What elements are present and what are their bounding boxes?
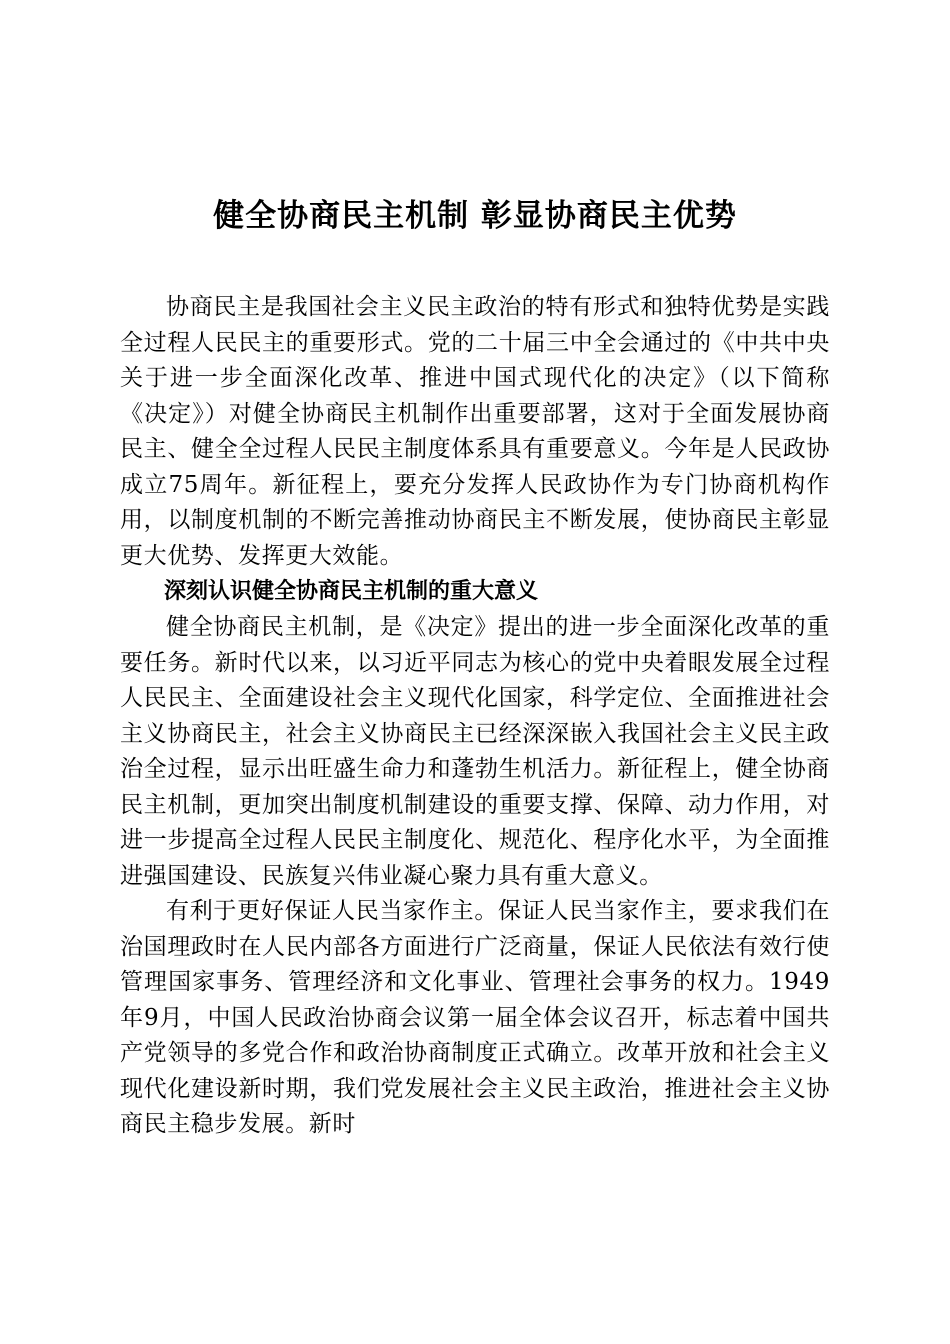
- intro-paragraph: 协商民主是我国社会主义民主政治的特有形式和独特优势是实践全过程人民民主的重要形式。党的二十届三中全会通过的《中共中央关于进一步全面深化改革、推进中国式现代化的决定》（以下简称《决定》）对健全协商民主机制作出重要部署，这对于全面发展协商民主、健全全过程人民民主制度体系具有重要意义。今年是人民政协成立75周年。新征程上，要充分发挥人民政协作为专门协商机构作用，以制度机制的不断完善推动协商民主不断发展，使协商民主彰显更大优势、发挥更大效能。: [120, 294, 830, 569]
- document-body: [120, 290, 830, 1143]
- body-paragraph: 健全协商民主机制，是《决定》提出的进一步全面深化改革的重要任务。新时代以来，以习近平同志为核心的党中央着眼发展全过程人民民主、全面建设社会主义现代化国家，科学定位、全面推进社会主义协商民主，社会主义协商民主已经深深嵌入我国社会主义民主政治全过程，显示出旺盛生命力和蓬勃生机活力。新征程上，健全协商民主机制，更加突出制度机制建设的重要支撑、保障、动力作用，对进一步提高全过程人民民主制度化、规范化、程序化水平，为全面推进强国建设、民族复兴伟业凝心聚力具有重大意义。: [120, 614, 830, 889]
- document-title: 健全协商民主机制 彰显协商民主优势: [213, 198, 737, 234]
- body-paragraph: 有利于更好保证人民当家作主。保证人民当家作主，要求我们在治国理政时在人民内部各方面进行广泛商量，保证人民依法有效行使管理国家事务、管理经济和文化事业、管理社会事务的权力。1949年9月，中国人民政治协商会议第一届全体会议召开，标志着中国共产党领导的多党合作和政治协商制度正式确立。改革开放和社会主义现代化建设新时期，我们党发展社会主义民主政治，推进社会主义协商民主稳步发展。新时: [120, 898, 830, 1137]
- section-heading: 深刻认识健全协商民主机制的重大意义: [164, 579, 539, 604]
